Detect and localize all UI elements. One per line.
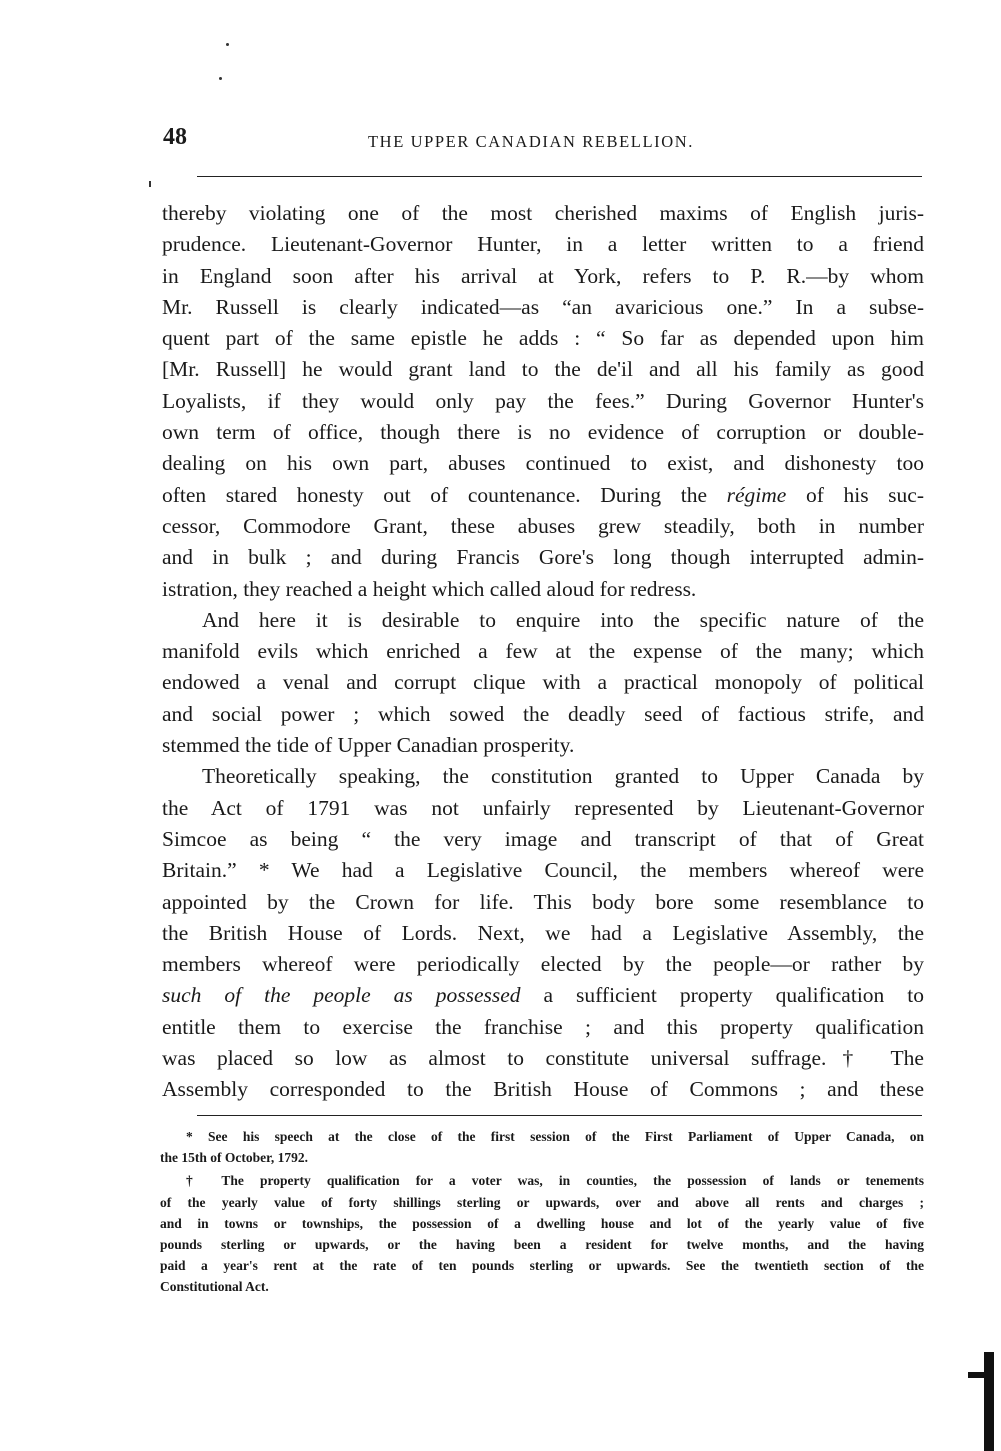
text-line: prudence. Lieutenant-Governor Hunter, in a letter written to a friend (162, 232, 924, 257)
text-segment: often stared honesty out of countenance. During the (162, 482, 708, 507)
body-text (162, 198, 924, 1106)
text-line: Loyalists, if they would only pay the fees.” During Governor Hunter's (162, 388, 924, 413)
text-line (162, 980, 924, 1011)
footnote-line: the 15th of October, 1792. (160, 1150, 308, 1166)
footnotes (160, 1126, 924, 1298)
paragraph-2 (162, 605, 924, 761)
text-line: cessor, Commodore Grant, these abuses grew steadily, both in number (162, 513, 924, 538)
scan-speck (149, 181, 151, 187)
text-line: entitle them to exercise the franchise ; and this property qualification (162, 1014, 924, 1039)
text-line: endowed a venal and corrupt clique with a practical monopoly of political (162, 670, 924, 695)
text-line: in England soon after his arrival at York, refers to P. R.—by whom (162, 263, 924, 288)
text-line: members whereof were periodically elected by the people—or rather by (162, 952, 924, 977)
text-line: thereby violating one of the most cherished maxims of English juris- (162, 201, 924, 225)
text-line: Simcoe as being “ the very image and transcript of that of Great (162, 826, 924, 851)
text-line: quent part of the same epistle he adds : “ So far as depended upon him (162, 326, 924, 351)
text-line: and in bulk ; and during Francis Gore's long though interrupted admin- (162, 545, 924, 570)
text-line: istration, they reached a height which called aloud for redress. (162, 576, 697, 601)
text-line: And here it is desirable to enquire into the specific nature of the (202, 607, 924, 632)
text-line: [Mr. Russell] he would grant land to the de'il and all his family as good (162, 357, 924, 382)
text-line: the Act of 1791 was not unfairly represented by Lieutenant-Governor (162, 795, 924, 820)
text-segment: was placed so low as almost to constitute universal suffrage.† (162, 1046, 870, 1071)
footnote-line: pounds sterling or upwards, or the having been a resident for twelve months, and the having (160, 1237, 924, 1253)
text-segment: of his suc- (805, 482, 924, 507)
italic-phrase: such of the people as possessed (162, 983, 521, 1008)
scan-speck (219, 77, 222, 80)
footnote-line: * See his speech at the close of the first session of the First Parliament of Upper Canada, on (186, 1129, 924, 1144)
footnote-line: † The property qualification for a voter was, in counties, the possession of lands or tenements (186, 1173, 924, 1189)
footnote-1 (160, 1126, 924, 1168)
text-line: Mr. Russell is clearly indicated—as “an avaricious one.” In a subse- (162, 294, 924, 319)
footnote-line: and in towns or townships, the possession of a dwelling house and lot of the yearly value of five (160, 1215, 924, 1231)
text-line: Britain.” * We had a Legislative Council, the members whereof were (162, 858, 924, 883)
text-line (162, 480, 924, 511)
footnote-line: paid a year's rent at the rate of ten pounds sterling or upwards. See the twentieth section of the (160, 1258, 924, 1274)
footnote-rule (197, 1115, 922, 1116)
scan-speck (226, 43, 229, 46)
running-title: THE UPPER CANADIAN REBELLION. (368, 132, 694, 151)
text-line: Theoretically speaking, the constitution granted to Upper Canada by (202, 764, 924, 789)
footnote-line: of the yearly value of forty shillings sterling or upwards, over and above all rents and charges ; (160, 1194, 924, 1210)
text-line: Assembly corresponded to the British House of Commons ; and these (162, 1077, 924, 1102)
text-line: dealing on his own part, abuses continued to exist, and dishonesty too (162, 451, 924, 476)
text-segment: a sufficient property qualification to (543, 983, 924, 1008)
text-line: manifold evils which enriched a few at the expense of the many; which (162, 639, 924, 664)
footnote-line: Constitutional Act. (160, 1279, 269, 1295)
text-segment: The (890, 1046, 924, 1071)
text-line: and social power ; which sowed the deadly seed of factious strife, and (162, 701, 924, 726)
text-line: appointed by the Crown for life. This body bore some resemblance to (162, 889, 924, 914)
text-line: own term of office, though there is no evidence of corruption or double- (162, 420, 924, 445)
scan-edge-mark (968, 1372, 986, 1378)
scan-edge-mark (984, 1352, 994, 1451)
text-line (162, 1043, 924, 1074)
text-line: stemmed the tide of Upper Canadian prosperity. (162, 733, 575, 758)
header-rule (197, 176, 922, 177)
paragraph-1 (162, 198, 924, 605)
paragraph-3 (162, 761, 924, 1105)
italic-term: régime (726, 482, 787, 507)
footnote-2 (160, 1170, 924, 1297)
text-line: the British House of Lords. Next, we had a Legislative Assembly, the (162, 920, 924, 945)
page-number: 48 (163, 124, 187, 150)
